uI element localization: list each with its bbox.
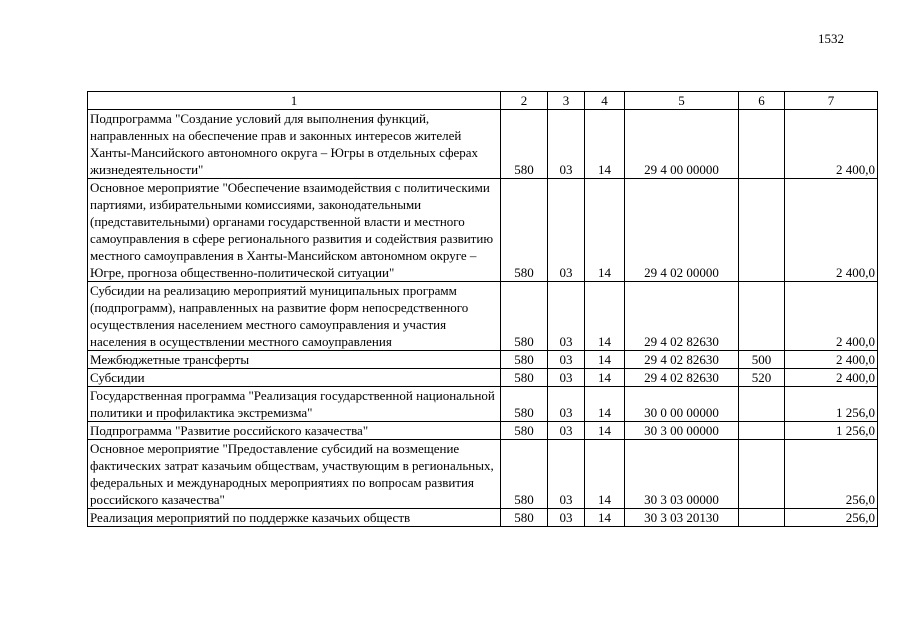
table-body: [88, 110, 878, 527]
row-subsection: 14: [585, 351, 625, 369]
row-grbs: 580: [501, 282, 548, 351]
row-name: Реализация мероприятий по поддержке казачьих обществ: [88, 509, 501, 527]
row-name: Субсидии: [88, 369, 501, 387]
row-sum: 2 400,0: [785, 179, 878, 282]
table-header: [88, 92, 878, 110]
header-col-1: 1: [88, 92, 501, 110]
row-expense-type: [739, 110, 785, 179]
row-expense-type: 520: [739, 369, 785, 387]
row-expense-type: [739, 422, 785, 440]
table-row: [88, 422, 878, 440]
row-sum: 2 400,0: [785, 282, 878, 351]
page-number: 1532: [818, 31, 844, 46]
row-expense-type: 500: [739, 351, 785, 369]
header-col-4: 4: [585, 92, 625, 110]
row-subsection: 14: [585, 387, 625, 422]
table-row: [88, 179, 878, 282]
row-target-article: 29 4 00 00000: [625, 110, 739, 179]
row-subsection: 14: [585, 440, 625, 509]
row-sum: 2 400,0: [785, 351, 878, 369]
row-expense-type: [739, 440, 785, 509]
row-target-article: 29 4 02 82630: [625, 369, 739, 387]
table-row: [88, 509, 878, 527]
row-subsection: 14: [585, 110, 625, 179]
row-name: Субсидии на реализацию мероприятий муниципальных программ (подпрограмм), направленных на развитие форм непосредственного осуществления населением местного самоуправления и участия населения в осуществлении местного самоуправления: [88, 282, 501, 351]
row-target-article: 30 3 03 00000: [625, 440, 739, 509]
row-grbs: 580: [501, 422, 548, 440]
row-sum: 256,0: [785, 440, 878, 509]
row-target-article: 29 4 02 82630: [625, 351, 739, 369]
row-target-article: 30 0 00 00000: [625, 387, 739, 422]
row-section: 03: [548, 351, 585, 369]
row-target-article: 29 4 02 82630: [625, 282, 739, 351]
row-sum: 1 256,0: [785, 422, 878, 440]
row-expense-type: [739, 387, 785, 422]
budget-table: [87, 91, 878, 527]
row-grbs: 580: [501, 110, 548, 179]
row-sum: 2 400,0: [785, 369, 878, 387]
row-name: Межбюджетные трансферты: [88, 351, 501, 369]
table-row: [88, 110, 878, 179]
row-sum: 2 400,0: [785, 110, 878, 179]
row-target-article: 30 3 03 20130: [625, 509, 739, 527]
row-grbs: 580: [501, 387, 548, 422]
table-row: [88, 440, 878, 509]
row-section: 03: [548, 509, 585, 527]
row-name: Государственная программа "Реализация государственной национальной политики и профилактика экстремизма": [88, 387, 501, 422]
row-subsection: 14: [585, 509, 625, 527]
table-row: [88, 351, 878, 369]
table-row: [88, 369, 878, 387]
row-grbs: 580: [501, 509, 548, 527]
row-expense-type: [739, 179, 785, 282]
header-row: [88, 92, 878, 110]
row-subsection: 14: [585, 282, 625, 351]
row-sum: 256,0: [785, 509, 878, 527]
row-subsection: 14: [585, 179, 625, 282]
row-section: 03: [548, 369, 585, 387]
row-section: 03: [548, 440, 585, 509]
row-sum: 1 256,0: [785, 387, 878, 422]
header-col-3: 3: [548, 92, 585, 110]
header-col-7: 7: [785, 92, 878, 110]
row-expense-type: [739, 282, 785, 351]
row-subsection: 14: [585, 422, 625, 440]
row-expense-type: [739, 509, 785, 527]
table-row: [88, 387, 878, 422]
row-grbs: 580: [501, 351, 548, 369]
header-col-6: 6: [739, 92, 785, 110]
row-target-article: 29 4 02 00000: [625, 179, 739, 282]
row-name: Основное мероприятие "Обеспечение взаимодействия с политическими партиями, избирательными комиссиями, законодательными (представительными) органами государственной власти и местного самоуправления в сфере регионального развития и содействия развитию местного самоуправления в Ханты-Мансийском автономном округе – Югре, прогноза общественно-политической ситуации": [88, 179, 501, 282]
row-name: Подпрограмма "Развитие российского казачества": [88, 422, 501, 440]
table-row: [88, 282, 878, 351]
row-section: 03: [548, 422, 585, 440]
row-name: Основное мероприятие "Предоставление субсидий на возмещение фактических затрат казачьим обществам, участвующим в региональных, федеральных и международных мероприятиях по вопросам развития российского казачества": [88, 440, 501, 509]
header-col-5: 5: [625, 92, 739, 110]
header-col-2: 2: [501, 92, 548, 110]
row-section: 03: [548, 282, 585, 351]
row-grbs: 580: [501, 179, 548, 282]
row-target-article: 30 3 00 00000: [625, 422, 739, 440]
row-name: Подпрограмма "Создание условий для выполнения функций, направленных на обеспечение прав и законных интересов жителей Ханты-Мансийского автономного округа – Югры в отдельных сферах жизнедеятельности": [88, 110, 501, 179]
row-subsection: 14: [585, 369, 625, 387]
row-grbs: 580: [501, 369, 548, 387]
row-section: 03: [548, 179, 585, 282]
row-section: 03: [548, 110, 585, 179]
row-grbs: 580: [501, 440, 548, 509]
row-section: 03: [548, 387, 585, 422]
